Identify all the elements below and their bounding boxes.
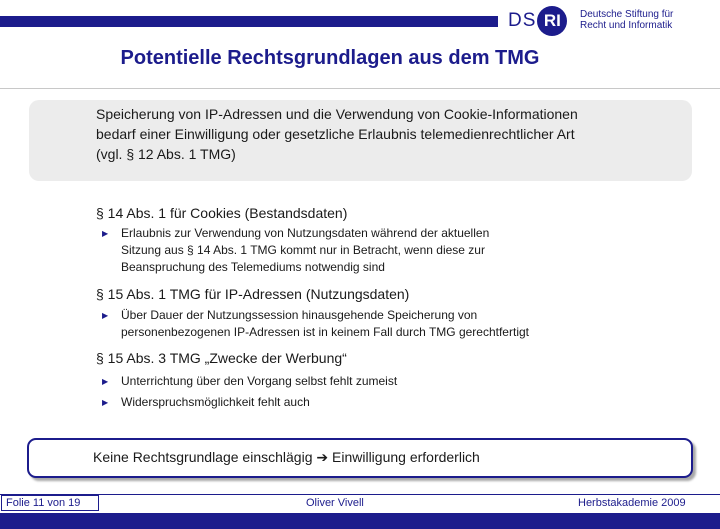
bullet-arrow-icon: ▶ (102, 229, 109, 238)
intro-line-1: Speicherung von IP-Adressen und die Verwendung von Cookie-Informationen (96, 106, 578, 122)
right-arrow-icon: ➔ (316, 449, 329, 465)
bullet-arrow-icon: ▶ (102, 398, 109, 407)
logo-caption-line1: Deutsche Stiftung für (580, 9, 674, 20)
bullet-line-2: Sitzung aus § 14 Abs. 1 TMG kommt nur in Betracht, wenn diese zur (121, 243, 485, 257)
bullet-item (102, 373, 602, 390)
footer-event: Herbstakademie 2009 (578, 497, 686, 509)
logo-caption (580, 9, 673, 31)
logo-caption-line2: Recht und Informatik (580, 20, 673, 31)
logo-ri-circle: RI (537, 6, 567, 36)
bullet-item (102, 307, 602, 341)
conclusion-left-text: Keine Rechtsgrundlage einschlägig (93, 449, 317, 465)
bullet-item (102, 225, 602, 276)
bullet-line-2: personenbezogenen IP-Adressen ist in keinem Fall durch TMG gerechtfertigt (121, 325, 529, 339)
title-divider (0, 88, 720, 89)
bullet-item (102, 394, 602, 411)
bullet-arrow-icon: ▶ (102, 377, 109, 386)
intro-line-2: bedarf einer Einwilligung oder gesetzliche Erlaubnis telemedienrechtlicher Art (96, 126, 575, 142)
bullet-line-1: Über Dauer der Nutzungssession hinausgehende Speicherung von (121, 308, 478, 322)
dsri-logo (508, 5, 718, 39)
logo-ds-text: DS (508, 10, 537, 31)
footer-divider (0, 494, 720, 495)
header-bar (0, 16, 498, 27)
footer-bar (0, 513, 720, 529)
bullet-arrow-icon: ▶ (102, 311, 109, 320)
slide-number: Folie 11 von 19 (1, 495, 99, 511)
slide-title: Potentielle Rechtsgrundlagen aus dem TMG (120, 47, 540, 69)
bullet-line-1: Widerspruchsmöglichkeit fehlt auch (121, 395, 310, 409)
bullet-line-1: Unterrichtung über den Vorgang selbst fehlt zumeist (121, 374, 398, 388)
logo-mark (508, 5, 567, 37)
section-heading-2: § 15 Abs. 1 TMG für IP-Adressen (Nutzungsdaten) (96, 286, 410, 302)
footer-author: Oliver Vivell (306, 497, 364, 509)
section-heading-3: § 15 Abs. 3 TMG „Zwecke der Werbung“ (96, 350, 347, 366)
conclusion-box (27, 438, 693, 478)
bullet-line-1: Erlaubnis zur Verwendung von Nutzungsdaten während der aktuellen (121, 226, 490, 240)
bullet-line-3: Beanspruchung des Telemediums notwendig sind (121, 260, 385, 274)
intro-line-3: (vgl. § 12 Abs. 1 TMG) (96, 146, 236, 162)
conclusion-right-text: Einwilligung erforderlich (328, 449, 480, 465)
intro-box (29, 100, 692, 181)
section-heading-1: § 14 Abs. 1 für Cookies (Bestandsdaten) (96, 205, 348, 221)
